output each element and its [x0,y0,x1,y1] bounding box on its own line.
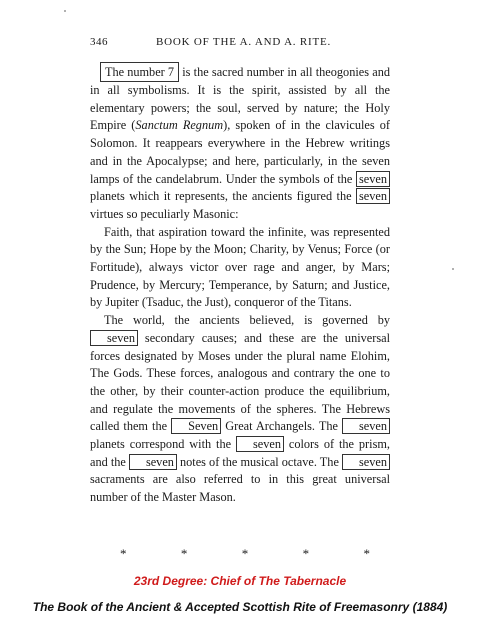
text-run: secondary causes; and these are the universal forces designated by Moses under the plural name Elohim, The Gods. These forces, analogous and contrary the one to the other, by their counter-action produce the equilibrium, and regulate the movements of the spheres. The Hebrews called them the [90,330,390,434]
running-title: BOOK OF THE A. AND A. RITE. [156,36,332,48]
paragraph [90,224,390,313]
paragraph [90,312,390,507]
divider-star: * [363,546,370,561]
text-run: The world, the ancients believed, is governed by [104,313,390,328]
text-run: colors of the prism, and the [90,437,390,469]
divider-star: * [180,546,188,561]
boxed-term: seven [356,188,390,204]
paragraph [90,62,390,224]
text-run: planets which it represents, the ancients figured the [90,189,356,204]
page-number: 346 [90,36,108,48]
boxed-term: seven [129,454,177,470]
text-run: virtues so peculiarly Masonic: [90,206,239,221]
scan-speck [64,10,66,12]
text-run: Faith, that aspiration toward the infinite, was represented by the Sun; Hope by the Moon; Charity, by Venus; Force (or Fortitude), always victor over rage and anger, by Mars; Prudence, by Mercury; Temperance, by Saturn; and Justice, by Jupiter (Tsaduc, the Just), conqueror of the Titans. [90,224,390,310]
boxed-term: Seven [171,418,221,434]
text-run: ), spoken of in the clavicules of Solomon. It reappears everywhere in the Hebrew writings and in the Apocalypse; and here, particularly, in the seven lamps of the candelabrum. Under the symbols of the [90,118,390,186]
section-divider-stars [120,546,370,562]
boxed-term: seven [356,171,390,187]
text-run: Great Archangels. The [221,419,342,434]
body-text [90,62,390,507]
boxed-term: The number 7 [100,62,179,82]
source-caption: The Book of the Ancient & Accepted Scottish Rite of Freemasonry (1884) [32,600,448,614]
text-run: planets correspond with the [90,437,236,452]
scan-speck [452,268,454,270]
boxed-term: seven [236,436,284,452]
boxed-term: seven [342,418,390,434]
degree-caption: 23rd Degree: Chief of The Tabernacle [133,574,347,588]
divider-star: * [302,546,310,561]
boxed-term: seven [342,454,390,470]
divider-star: * [241,546,249,561]
text-run: is the sacred number in all theogonies and in all symbolisms. It is the spirit, assisted by all the elementary powers; the soul, served by nature; the Holy Empire ( [90,65,390,133]
boxed-term: seven [90,330,138,346]
divider-star: * [120,546,127,561]
italic-term: Sanctum Regnum [135,118,224,133]
text-run: sacraments are also referred to in this great universal number of the Master Mason. [90,472,390,505]
text-run: notes of the musical octave. The [176,454,342,469]
